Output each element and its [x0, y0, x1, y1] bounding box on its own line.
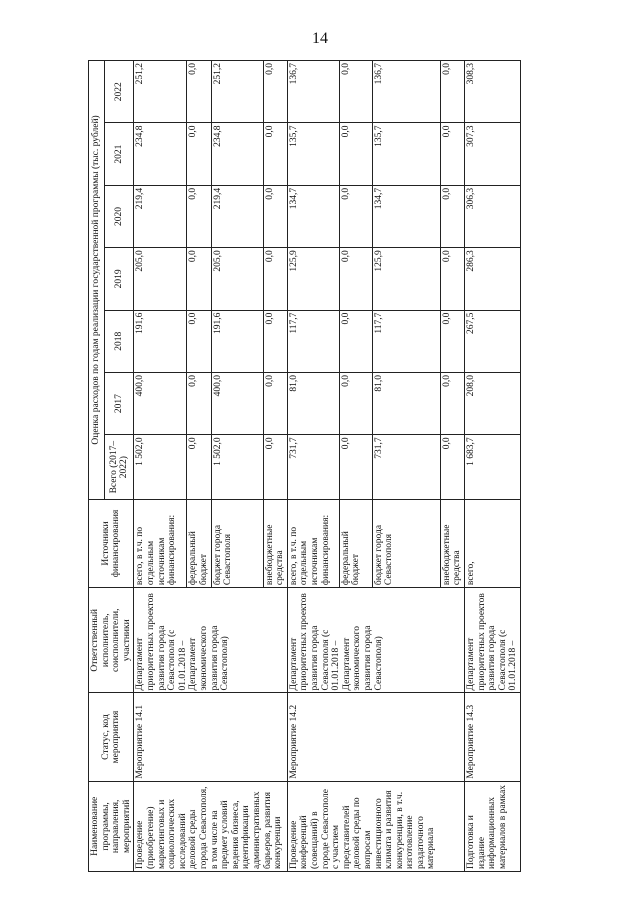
value-cell: 0,0 [440, 372, 464, 434]
value-cell: 1 502,0 [134, 435, 187, 500]
value-cell: 0,0 [187, 372, 211, 434]
activity-name-cell: Проведение конференций (совещаний) в городе Севастополе с участием представителей деловой среды по вопросам инвестиционного климата и развития конкуренции, в т.ч. изготовление раздаточного материала [287, 781, 464, 871]
value-cell: 205,0 [211, 248, 263, 310]
value-cell: 135,7 [372, 123, 440, 185]
table-row [134, 61, 187, 872]
value-cell: 400,0 [211, 372, 263, 434]
value-cell: 0,0 [339, 310, 372, 372]
source-cell: всего, в т.ч. по отдельным источникам финансирования: [134, 499, 187, 587]
value-cell: 0,0 [440, 248, 464, 310]
table-row [464, 61, 520, 872]
value-cell: 0,0 [187, 61, 211, 123]
value-cell: 0,0 [339, 435, 372, 500]
value-cell: 308,3 [464, 61, 520, 123]
header-year: 2020 [105, 185, 134, 247]
value-cell: 134,7 [372, 185, 440, 247]
value-cell: 125,9 [372, 248, 440, 310]
page-number: 14 [312, 30, 328, 47]
value-cell: 208,0 [464, 372, 520, 434]
value-cell: 0,0 [339, 248, 372, 310]
header-estimate: Оценка расходов по годам реализации государственной программы (тыс. рублей) [89, 61, 105, 500]
activity-status-cell: Мероприятие 14.2 [287, 693, 464, 781]
value-cell: 251,2 [134, 61, 187, 123]
value-cell: 191,6 [211, 310, 263, 372]
value-cell: 267,5 [464, 310, 520, 372]
rotated-table-container [88, 60, 543, 872]
value-cell: 0,0 [263, 372, 287, 434]
value-cell: 0,0 [187, 310, 211, 372]
header-responsible: Ответственный исполнитель, соисполнители, участники [89, 588, 134, 693]
value-cell: 0,0 [339, 123, 372, 185]
value-cell: 1 683,7 [464, 435, 520, 500]
value-cell: 0,0 [263, 435, 287, 500]
source-cell: внебюджетные средства [440, 499, 464, 587]
activity-responsible-cell: Департамент приоритетных проектов развития города Севастополя (с 01.01.2018 – Департамент экономического развития города Севастополя) [287, 588, 464, 693]
value-cell: 0,0 [187, 123, 211, 185]
value-cell: 234,8 [211, 123, 263, 185]
value-cell: 117,7 [287, 310, 339, 372]
activity-name-cell: Проведение (приобретение) маркетинговых и социологических исследований деловой среды города Севастополя, в том числе на предмет условий ведения бизнеса, идентификации административных барьеров, развития конкуренции [134, 781, 287, 871]
header-name: Наименование программы, направления, мероприятий [89, 781, 134, 871]
header-total: Всего (2017–2022) [105, 435, 134, 500]
value-cell: 731,7 [372, 435, 440, 500]
value-cell: 205,0 [134, 248, 187, 310]
value-cell: 0,0 [187, 185, 211, 247]
value-cell: 0,0 [440, 123, 464, 185]
activity-status-cell: Мероприятие 14.3 [464, 693, 520, 781]
value-cell: 0,0 [263, 185, 287, 247]
value-cell: 135,7 [287, 123, 339, 185]
value-cell: 0,0 [440, 310, 464, 372]
value-cell: 0,0 [187, 248, 211, 310]
value-cell: 286,3 [464, 248, 520, 310]
value-cell: 0,0 [263, 248, 287, 310]
value-cell: 81,0 [287, 372, 339, 434]
value-cell: 234,8 [134, 123, 187, 185]
header-source: Источники финансирования [89, 499, 134, 587]
header-year: 2018 [105, 310, 134, 372]
value-cell: 117,7 [372, 310, 440, 372]
value-cell: 81,0 [372, 372, 440, 434]
header-year: 2017 [105, 372, 134, 434]
value-cell: 0,0 [440, 185, 464, 247]
value-cell: 136,7 [287, 61, 339, 123]
activity-responsible-cell: Департамент приоритетных проектов развития города Севастополя (с 01.01.2018 – [464, 588, 520, 693]
value-cell: 0,0 [339, 372, 372, 434]
value-cell: 0,0 [187, 435, 211, 500]
value-cell: 219,4 [134, 185, 187, 247]
activity-status-cell: Мероприятие 14.1 [134, 693, 287, 781]
value-cell: 0,0 [339, 185, 372, 247]
source-cell: всего, [464, 499, 520, 587]
value-cell: 251,2 [211, 61, 263, 123]
value-cell: 136,7 [372, 61, 440, 123]
value-cell: 125,9 [287, 248, 339, 310]
value-cell: 306,3 [464, 185, 520, 247]
value-cell: 0,0 [263, 310, 287, 372]
value-cell: 0,0 [263, 123, 287, 185]
source-cell: всего, в т.ч. по отдельным источникам финансирования: [287, 499, 339, 587]
value-cell: 0,0 [440, 435, 464, 500]
value-cell: 0,0 [263, 61, 287, 123]
source-cell: федеральный бюджет [187, 499, 211, 587]
source-cell: внебюджетные средства [263, 499, 287, 587]
value-cell: 0,0 [339, 61, 372, 123]
value-cell: 1 502,0 [211, 435, 263, 500]
header-year: 2019 [105, 248, 134, 310]
value-cell: 307,3 [464, 123, 520, 185]
header-status: Статус, код мероприятия [89, 693, 134, 781]
value-cell: 400,0 [134, 372, 187, 434]
value-cell: 134,7 [287, 185, 339, 247]
activity-name-cell: Подготовка и издание информационных материалов в рамках [464, 781, 520, 871]
source-cell: федеральный бюджет [339, 499, 372, 587]
value-cell: 731,7 [287, 435, 339, 500]
expenditure-table [88, 60, 521, 872]
value-cell: 0,0 [440, 61, 464, 123]
header-year: 2022 [105, 61, 134, 123]
source-cell: бюджет города Севастополя [372, 499, 440, 587]
table-row [287, 61, 339, 872]
value-cell: 191,6 [134, 310, 187, 372]
activity-responsible-cell: Департамент приоритетных проектов развития города Севастополя (с 01.01.2018 – Департамент экономического развития города Севастополя) [134, 588, 287, 693]
source-cell: бюджет города Севастополя [211, 499, 263, 587]
header-year: 2021 [105, 123, 134, 185]
value-cell: 219,4 [211, 185, 263, 247]
